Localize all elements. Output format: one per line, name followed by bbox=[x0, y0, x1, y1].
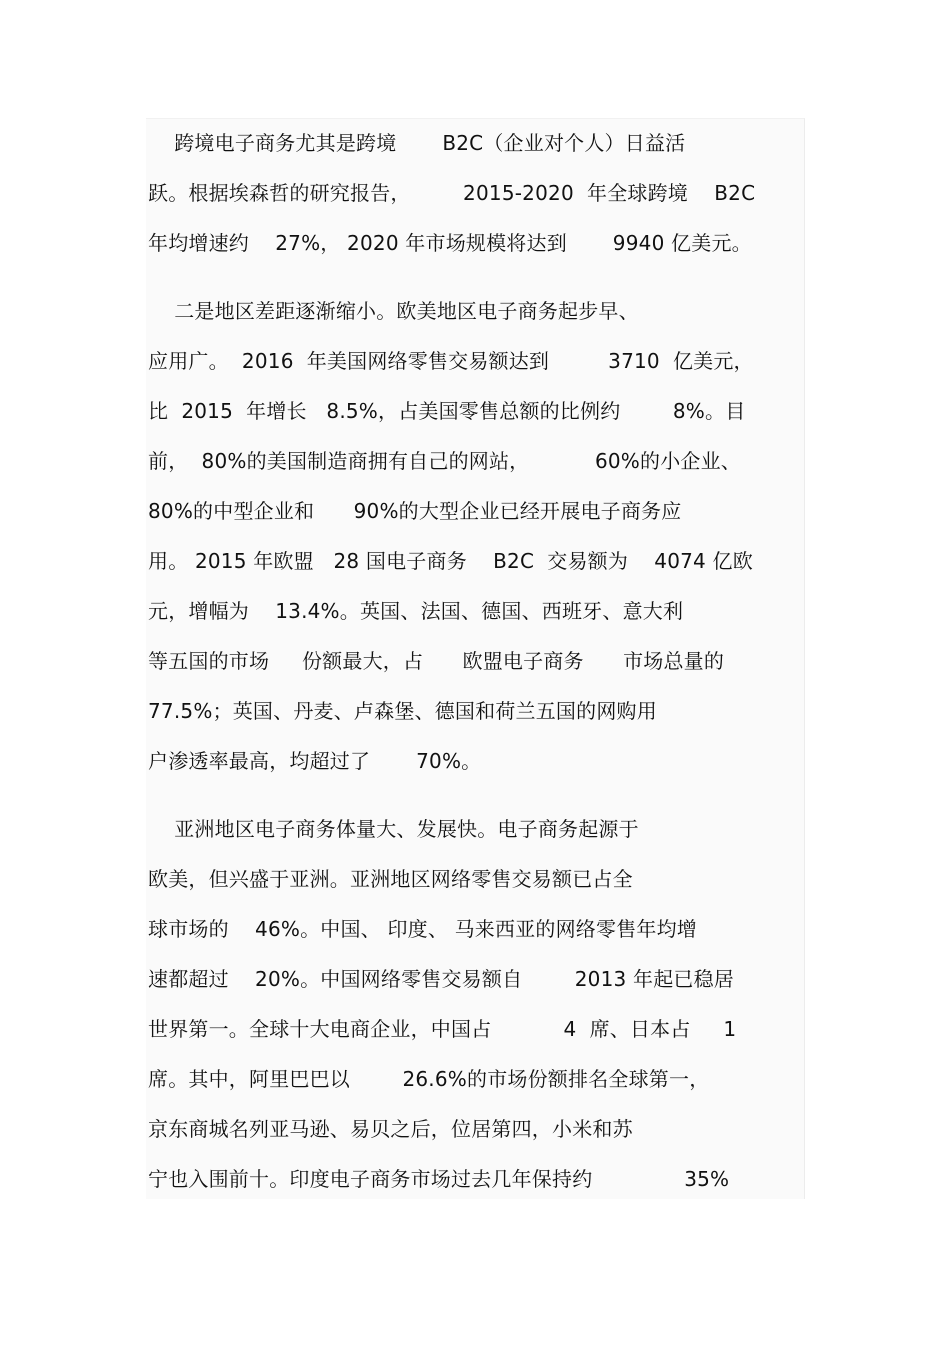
text-line: 席。其中，阿里巴巴以 26.6%的市场份额排名全球第一， bbox=[148, 1067, 710, 1091]
text-line: 户渗透率最高，均超过了 70%。 bbox=[148, 749, 482, 773]
text-line: 比 2015 年增长 8.5%，占美国零售总额的比例约 8%。目 bbox=[148, 399, 746, 423]
text-line: 世界第一。全球十大电商企业，中国占 4 席、日本占 1 bbox=[148, 1017, 737, 1041]
text-line: 等五国的市场 份额最大，占 欧盟电子商务 市场总量的 bbox=[148, 649, 725, 673]
text-line: 速都超过 20%。中国网络零售交易额自 2013 年起已稳居 bbox=[148, 967, 734, 991]
text-line: 跨境电子商务尤其是跨境 B2C（企业对个人）日益活 bbox=[148, 131, 686, 155]
text-line: 宁也入围前十。印度电子商务市场过去几年保持约 35% bbox=[148, 1167, 730, 1191]
text-line: 前， 80%的美国制造商拥有自己的网站， 60%的小企业、 bbox=[148, 449, 741, 473]
text-line: 跃。根据埃森哲的研究报告， 2015-2020 年全球跨境 B2C bbox=[148, 181, 756, 205]
text-line: 京东商城名列亚马逊、易贝之后，位居第四，小米和苏 bbox=[148, 1117, 633, 1141]
text-line: 80%的中型企业和 90%的大型企业已经开展电子商务应 bbox=[148, 499, 682, 523]
text-line: 77.5%；英国、丹麦、卢森堡、德国和荷兰五国的网购用 bbox=[148, 699, 657, 723]
text-line: 元，增幅为 13.4%。英国、法国、德国、西班牙、意大利 bbox=[148, 599, 684, 623]
text-line: 用。 2015 年欧盟 28 国电子商务 B2C 交易额为 4074 亿欧 bbox=[148, 549, 753, 573]
text-line: 二是地区差距逐渐缩小。欧美地区电子商务起步早、 bbox=[148, 299, 639, 323]
text-line: 年均增速约 27%， 2020 年市场规模将达到 9940 亿美元。 bbox=[148, 231, 752, 255]
text-line: 欧美，但兴盛于亚洲。亚洲地区网络零售交易额已占全 bbox=[148, 867, 633, 891]
text-line: 应用广。 2016 年美国网络零售交易额达到 3710 亿美元， bbox=[148, 349, 754, 373]
text-line: 球市场的 46%。中国、 印度、 马来西亚的网络零售年均增 bbox=[148, 917, 697, 941]
text-line: 亚洲地区电子商务体量大、发展快。电子商务起源于 bbox=[148, 817, 639, 841]
